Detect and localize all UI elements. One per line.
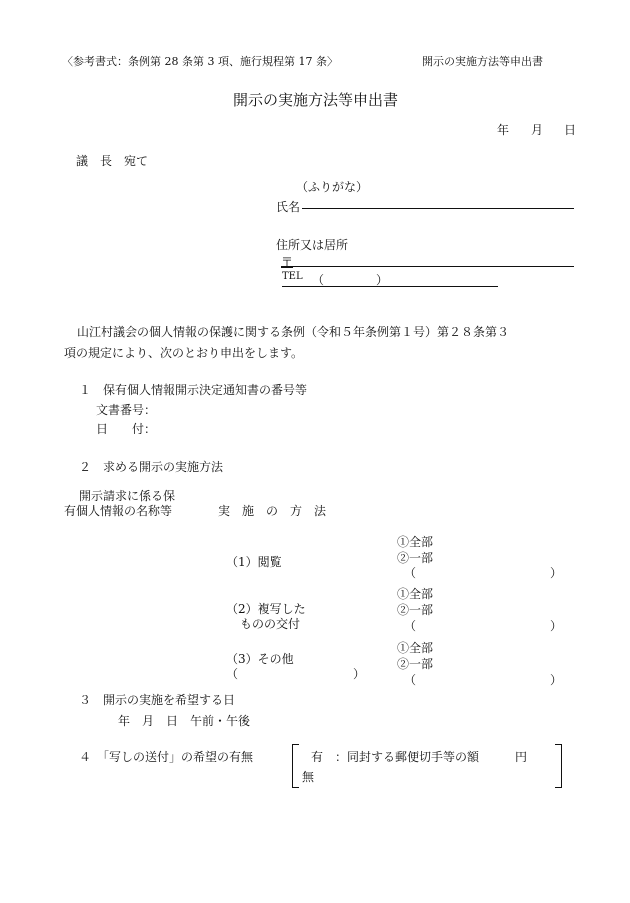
date-month: 月 (531, 123, 544, 137)
method-other-label: （3）その他 (226, 652, 294, 666)
method-view-paren-close: ） (550, 566, 563, 580)
right-bracket (555, 744, 562, 788)
method-view-label: （1）閲覧 (226, 555, 282, 569)
copy-send-yes[interactable]: 有 ：同封する郵便切手等の額 円 (311, 750, 528, 764)
method-view-partial[interactable]: ②一部 (397, 551, 434, 565)
method-header: 実 施 の 方 法 (218, 504, 327, 518)
method-other-detail-paren-close: ） (550, 673, 563, 687)
section2-heading: ２ 求める開示の実施方法 (79, 460, 224, 474)
desired-date-line: 年 月 日 午前・午後 (118, 714, 251, 728)
form-reference: 〈参考書式：条例第 28 条第 3 項、施行規程第 17 条〉 (62, 55, 338, 68)
address-field-line[interactable] (281, 266, 574, 267)
tel-field-line[interactable] (282, 286, 498, 287)
addressee: 議 長 宛て (76, 154, 149, 168)
method-other-paren-open: （ (226, 667, 239, 681)
section1-heading: １ 保有個人情報開示決定通知書の番号等 (79, 383, 308, 397)
info-name-header-2: 有個人情報の名称等 (64, 504, 173, 518)
tel-label: TEL (282, 271, 303, 282)
name-field-line[interactable] (302, 208, 574, 209)
method-other-partial[interactable]: ②一部 (397, 657, 434, 671)
method-copy-label-1: （2）複写した (226, 602, 306, 616)
method-view-paren-open: （ (404, 566, 417, 580)
method-copy-partial[interactable]: ②一部 (397, 603, 434, 617)
method-other-all[interactable]: ①全部 (397, 641, 434, 655)
tel-paren-close: ） (376, 273, 389, 287)
method-other-detail-paren-open: （ (404, 673, 417, 687)
section3-heading: ３ 開示の実施を希望する日 (79, 693, 236, 707)
postal-mark: 〒 (281, 255, 294, 269)
furigana-label: （ふりがな） (296, 180, 369, 194)
intro-line-1: 山江村議会の個人情報の保護に関する条例（令和５年条例第１号）第２８条第３ (77, 325, 510, 339)
method-view-all[interactable]: ①全部 (397, 535, 434, 549)
intro-line-2: 項の規定により、次のとおり申出をします。 (64, 346, 304, 360)
copy-send-no[interactable]: 無 (302, 770, 315, 784)
notice-date-label: 日 付： (96, 422, 157, 436)
date-day: 日 (564, 123, 577, 137)
method-copy-label-2: ものの交付 (240, 617, 301, 631)
tel-paren-open: （ (312, 273, 325, 287)
method-copy-paren-close: ） (550, 619, 563, 633)
method-copy-all[interactable]: ①全部 (397, 587, 434, 601)
method-other-paren-close: ） (353, 667, 366, 681)
form-reference-title: 開示の実施方法等申出書 (422, 55, 543, 68)
section4-heading: ４ 「写しの送付」の希望の有無 (79, 750, 254, 764)
left-bracket (292, 744, 299, 788)
document-title: 開示の実施方法等申出書 (233, 91, 399, 109)
method-copy-paren-open: （ (404, 619, 417, 633)
date-year: 年 (497, 123, 510, 137)
doc-number-label: 文書番号： (96, 403, 157, 417)
info-name-header-1: 開示請求に係る保 (79, 489, 176, 503)
name-label: 氏名 (276, 200, 301, 214)
address-label: 住所又は居所 (276, 238, 349, 252)
